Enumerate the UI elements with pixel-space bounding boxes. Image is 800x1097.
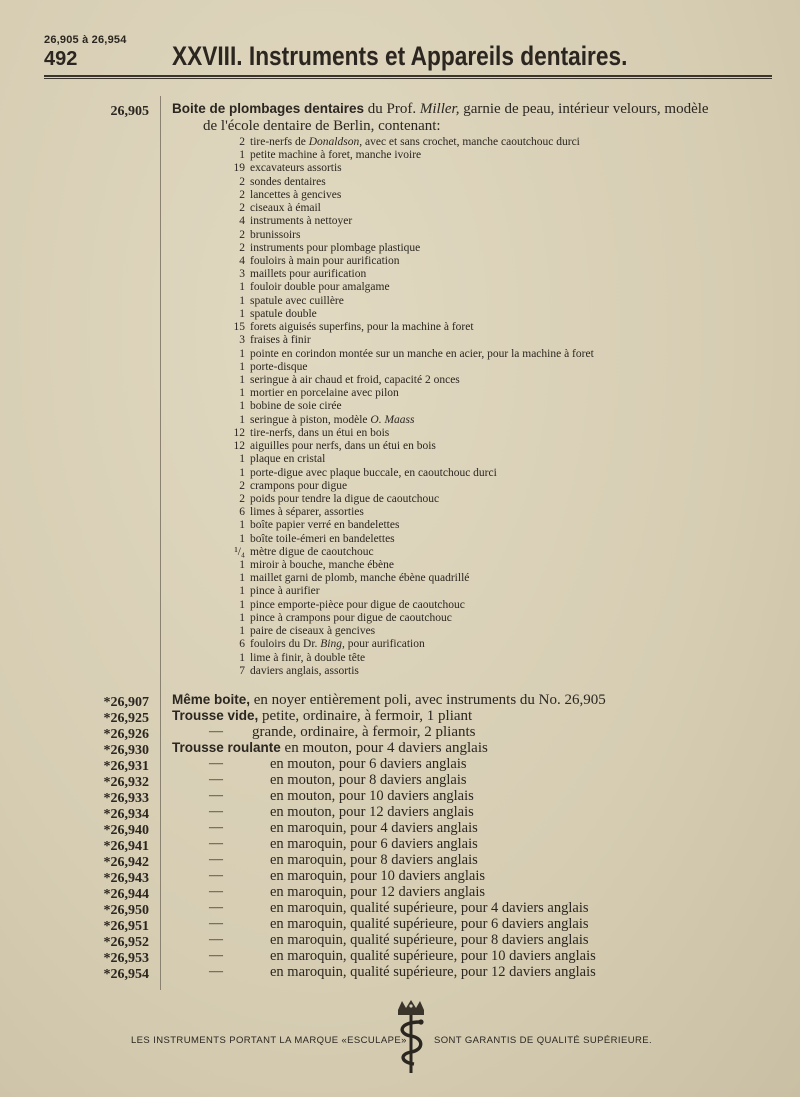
entry-text: en maroquin, qualité supérieure, pour 10 daviers anglais — [270, 948, 596, 964]
item-text: fouloir double pour amalgame — [250, 281, 390, 294]
ditto-dash: — — [209, 804, 223, 819]
entry-heading-text2: garnie de peau, intérieur velours, modèle — [459, 101, 709, 117]
item-text-after: avec et sans crochet, manche caoutchouc durci — [362, 136, 580, 148]
entry-number: *26,931 — [103, 759, 149, 774]
item-text: lime à finir, à double tête — [250, 651, 366, 664]
item-text: spatule avec cuillère — [250, 294, 344, 307]
item-description — [250, 519, 399, 532]
item-text: seringue à piston, modèle — [250, 413, 371, 426]
entry-number: *26,925 — [103, 711, 149, 726]
item-quantity: 1 — [239, 373, 245, 386]
entry-text: en maroquin, qualité supérieure, pour 6 daviers anglais — [270, 916, 589, 932]
item-description — [250, 638, 425, 651]
item-quantity: 1 — [239, 651, 245, 664]
item-description — [250, 242, 420, 255]
item-quantity: 2 — [239, 175, 245, 188]
item-text: tire-nerfs de — [250, 136, 309, 148]
item-text: fouloirs du Dr. — [250, 638, 321, 651]
ditto-dash: — — [209, 932, 223, 947]
footer-right-text: SONT GARANTIS DE QUALITÉ SUPÉRIEURE. — [434, 1035, 652, 1046]
item-text: miroir à bouche, manche ébène — [250, 559, 395, 572]
item-description — [250, 295, 344, 308]
item-quantity: ¹/₄ — [234, 545, 245, 558]
esculape-emblem-icon — [390, 998, 432, 1076]
item-text: tire-nerfs, dans un étui en bois — [250, 426, 390, 439]
ditto-dash: — — [209, 964, 223, 979]
item-description — [250, 334, 311, 347]
ditto-dash: — — [209, 756, 223, 771]
item-text: pince à crampons pour digue de caoutchouc — [250, 611, 452, 624]
item-description — [250, 255, 399, 268]
entry-number: *26,950 — [103, 903, 149, 918]
entry-number: *26,933 — [103, 791, 149, 806]
item-quantity: 1 — [239, 585, 245, 598]
column-divider — [160, 96, 161, 990]
item-quantity: 1 — [239, 347, 245, 360]
ditto-dash: — — [209, 916, 223, 931]
item-text: brunissoirs — [250, 228, 301, 241]
ditto-dash: — — [209, 724, 223, 739]
entry-number: *26,943 — [103, 871, 149, 886]
item-quantity: 12 — [233, 440, 245, 453]
item-quantity: 2 — [239, 241, 245, 254]
item-description — [250, 652, 365, 665]
item-quantity: 1 — [239, 625, 245, 638]
item-description — [250, 202, 321, 215]
header-range: 26,905 à 26,954 — [44, 34, 127, 46]
item-quantity: 1 — [239, 400, 245, 413]
item-description — [250, 281, 390, 294]
entry-heading — [172, 101, 709, 118]
item-description — [250, 546, 374, 559]
item-quantity: 2 — [239, 479, 245, 492]
entry-line — [172, 692, 606, 709]
entry-heading-line2: de l'école dentaire de Berlin, contenant: — [203, 118, 441, 134]
item-quantity: 1 — [239, 611, 245, 624]
item-text: instruments à nettoyer — [250, 215, 353, 228]
item-description — [250, 136, 580, 149]
item-text: ciseaux à émail — [250, 202, 321, 215]
item-description — [250, 361, 307, 374]
item-quantity: 2 — [239, 202, 245, 215]
item-description — [250, 414, 415, 427]
item-italic: Donaldson, — [308, 136, 363, 148]
item-quantity: 1 — [239, 466, 245, 479]
item-description — [250, 440, 436, 453]
item-description — [250, 453, 325, 466]
item-italic: O. Maass — [370, 413, 415, 426]
item-description — [250, 427, 389, 440]
ditto-dash: — — [209, 948, 223, 963]
ditto-dash: — — [209, 884, 223, 899]
item-quantity: 1 — [239, 294, 245, 307]
item-text-after: pour aurification — [344, 638, 425, 651]
item-text: daviers anglais, assortis — [250, 664, 359, 677]
item-description — [250, 480, 347, 493]
item-quantity: 15 — [233, 321, 245, 334]
item-quantity: 1 — [239, 307, 245, 320]
entry-number: *26,953 — [103, 951, 149, 966]
entry-number: *26,942 — [103, 855, 149, 870]
item-description — [250, 215, 352, 228]
item-quantity: 1 — [239, 559, 245, 572]
item-description — [250, 572, 469, 585]
item-quantity: 2 — [239, 228, 245, 241]
item-description — [250, 162, 342, 175]
item-quantity: 1 — [239, 453, 245, 466]
item-description — [250, 599, 465, 612]
item-text: seringue à air chaud et froid, capacité 2 onces — [250, 373, 460, 386]
item-text: pince à aurifier — [250, 585, 320, 598]
item-text: boîte papier verré en bandelettes — [250, 519, 400, 532]
ditto-dash: — — [209, 772, 223, 787]
entry-bold: Même boite, — [172, 692, 251, 707]
item-description — [250, 374, 460, 387]
entry-number: *26,930 — [103, 743, 149, 758]
item-text: maillet garni de plomb, manche ébène quadrillé — [250, 572, 470, 585]
item-description — [250, 149, 421, 162]
entry-number: *26,907 — [103, 695, 149, 710]
entry-text: en maroquin, pour 8 daviers anglais — [270, 852, 478, 868]
ditto-dash: — — [209, 868, 223, 883]
footer-left-text: LES INSTRUMENTS PORTANT LA MARQUE «ESCULAPE» — [131, 1035, 407, 1046]
item-text: bobine de soie cirée — [250, 400, 342, 413]
item-quantity: 3 — [239, 334, 245, 347]
item-description — [250, 533, 395, 546]
item-text: poids pour tendre la digue de caoutchouc — [250, 492, 440, 505]
item-text: pince emporte-pièce pour digue de caoutchouc — [250, 598, 465, 611]
item-text: lancettes à gencives — [250, 188, 342, 201]
item-description — [250, 665, 359, 678]
item-text: porte-disque — [250, 360, 308, 373]
entry-number: *26,934 — [103, 807, 149, 822]
item-description — [250, 321, 474, 334]
item-text: plaque en cristal — [250, 453, 326, 466]
item-description — [250, 189, 341, 202]
entry-line — [172, 708, 472, 725]
item-description — [250, 467, 497, 480]
entry-text: grande, ordinaire, à fermoir, 2 pliants — [252, 724, 476, 740]
entry-number: *26,952 — [103, 935, 149, 950]
item-text: limes à séparer, assorties — [250, 506, 364, 519]
ditto-dash: — — [209, 852, 223, 867]
entry-text: en maroquin, qualité supérieure, pour 4 daviers anglais — [270, 900, 589, 916]
entry-number: *26,941 — [103, 839, 149, 854]
item-quantity: 1 — [239, 360, 245, 373]
ditto-dash: — — [209, 836, 223, 851]
entry-text: en maroquin, pour 6 daviers anglais — [270, 836, 478, 852]
item-quantity: 2 — [239, 136, 245, 148]
entry-number: *26,926 — [103, 727, 149, 742]
entry-heading-bold: Boite de plombages dentaires — [172, 101, 365, 116]
entry-text: en maroquin, pour 4 daviers anglais — [270, 820, 478, 836]
item-description — [250, 308, 317, 321]
page-number: 492 — [44, 48, 78, 70]
entry-line — [172, 740, 488, 757]
item-text: porte-digue avec plaque buccale, en caoutchouc durci — [250, 466, 497, 479]
item-text: sondes dentaires — [250, 175, 326, 188]
item-description — [250, 268, 366, 281]
page-title: XXVIII. Instruments et Appareils dentaires. — [172, 41, 628, 71]
entry-heading-text1: du Prof. — [364, 101, 420, 117]
item-text: excavateurs assortis — [250, 162, 342, 175]
item-text: boîte toile-émeri en bandelettes — [250, 532, 395, 545]
item-quantity: 1 — [239, 413, 245, 426]
item-quantity: 4 — [239, 215, 245, 228]
entry-text: en mouton, pour 4 daviers anglais — [280, 740, 488, 756]
item-quantity: 1 — [239, 532, 245, 545]
entry-number: 26,905 — [110, 104, 149, 119]
item-text: pointe en corindon montée sur un manche en acier, pour la machine à foret — [250, 347, 594, 360]
item-description — [250, 612, 452, 625]
item-description — [250, 493, 439, 506]
header-rule-thin — [44, 78, 772, 79]
item-text: spatule double — [250, 307, 317, 320]
entry-number: *26,944 — [103, 887, 149, 902]
entry-number: *26,951 — [103, 919, 149, 934]
entry-text: en maroquin, qualité supérieure, pour 8 daviers anglais — [270, 932, 589, 948]
item-quantity: 1 — [239, 281, 245, 294]
item-quantity: 4 — [239, 254, 245, 267]
item-quantity: 1 — [239, 149, 245, 162]
item-text: petite machine à foret, manche ivoire — [250, 149, 422, 162]
item-text: mètre digue de caoutchouc — [250, 545, 374, 558]
ditto-dash: — — [209, 820, 223, 835]
item-description — [250, 559, 394, 572]
item-quantity: 1 — [239, 387, 245, 400]
item-description — [250, 506, 364, 519]
item-text: maillets pour aurification — [250, 268, 367, 281]
item-text: crampons pour digue — [250, 479, 348, 492]
header-rule — [44, 75, 772, 77]
entry-bold: Trousse vide, — [172, 708, 259, 723]
item-quantity: 2 — [239, 492, 245, 505]
item-description — [250, 387, 399, 400]
item-quantity: 12 — [233, 426, 245, 439]
item-quantity: 19 — [233, 162, 245, 175]
item-description — [250, 585, 320, 598]
item-description — [250, 400, 342, 413]
item-text: paire de ciseaux à gencives — [250, 625, 376, 638]
entry-text: en mouton, pour 6 daviers anglais — [270, 756, 467, 772]
entry-bold: Trousse roulante — [172, 740, 281, 755]
item-quantity: 1 — [239, 519, 245, 532]
item-quantity: 7 — [239, 664, 245, 677]
item-quantity: 6 — [239, 638, 245, 651]
item-text: aiguilles pour nerfs, dans un étui en bois — [250, 440, 436, 453]
item-quantity: 3 — [239, 268, 245, 281]
entry-text: en mouton, pour 12 daviers anglais — [270, 804, 474, 820]
item-quantity: 2 — [239, 188, 245, 201]
entry-number: *26,940 — [103, 823, 149, 838]
item-description — [250, 625, 375, 638]
entry-text: en maroquin, qualité supérieure, pour 12 daviers anglais — [270, 964, 596, 980]
item-italic: Bing, — [320, 638, 345, 651]
entry-heading-italic: Miller, — [419, 101, 460, 117]
entry-number: *26,954 — [103, 967, 149, 982]
item-description — [250, 348, 594, 361]
entry-text: en mouton, pour 10 daviers anglais — [270, 788, 474, 804]
entry-text: en mouton, pour 8 daviers anglais — [270, 772, 467, 788]
item-text: forets aiguisés superfins, pour la machine à foret — [250, 321, 474, 334]
item-text: fraises à finir — [250, 334, 311, 347]
entry-text: petite, ordinaire, à fermoir, 1 pliant — [258, 708, 473, 724]
ditto-dash: — — [209, 788, 223, 803]
item-description — [250, 229, 300, 242]
item-text: fouloirs à main pour aurification — [250, 254, 400, 267]
ditto-dash: — — [209, 900, 223, 915]
entry-text: en maroquin, pour 12 daviers anglais — [270, 884, 486, 900]
item-quantity: 1 — [239, 598, 245, 611]
item-text: instruments pour plombage plastique — [250, 241, 421, 254]
item-text: mortier en porcelaine avec pilon — [250, 387, 399, 400]
item-quantity: 1 — [239, 572, 245, 585]
entry-text: en noyer entièrement poli, avec instruments du No. 26,905 — [250, 692, 606, 708]
item-description — [250, 176, 326, 189]
entry-text: en maroquin, pour 10 daviers anglais — [270, 868, 486, 884]
entry-number: *26,932 — [103, 775, 149, 790]
item-quantity: 6 — [239, 506, 245, 519]
